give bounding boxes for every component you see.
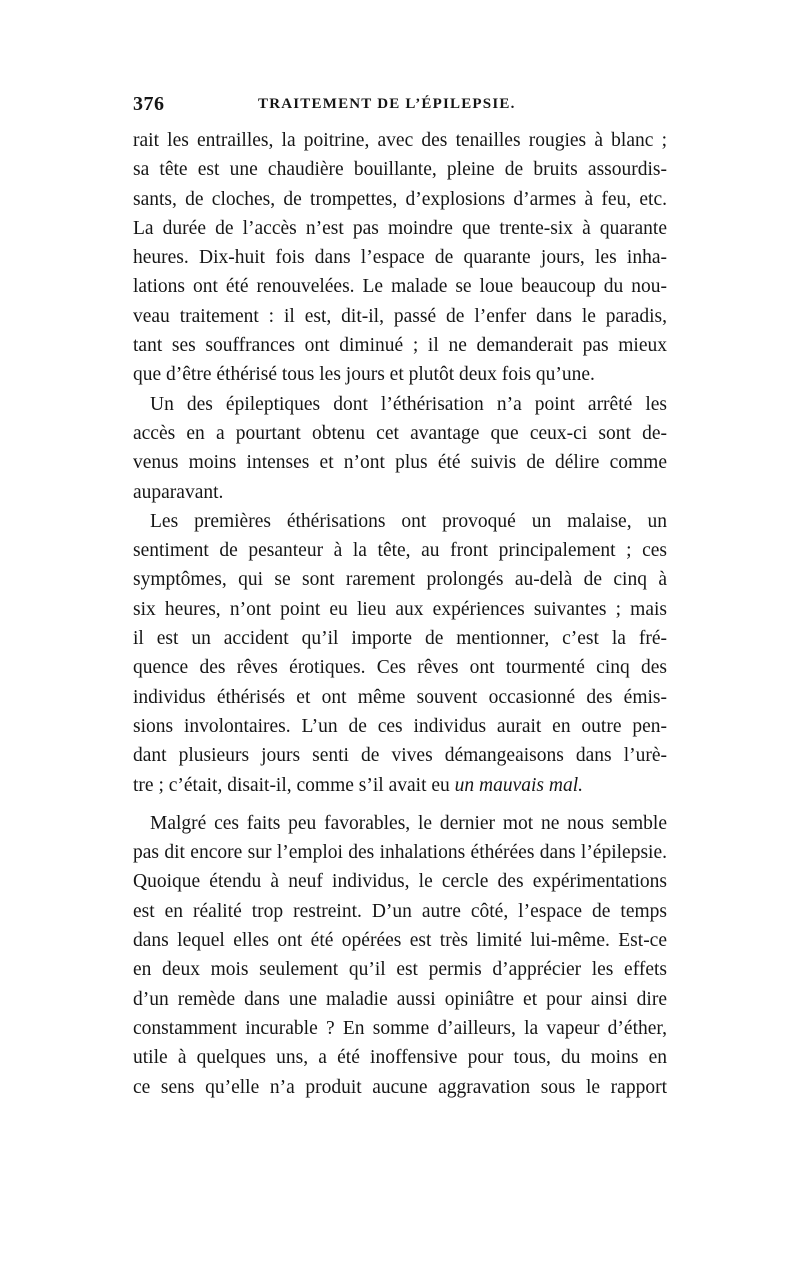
text-line: d’un remède dans une maladie aussi opiniâtre et pour ainsi dire — [133, 988, 667, 1010]
text-line: constamment incurable ? En somme d’ailleurs, la vapeur d’éther, — [133, 1017, 667, 1039]
text-line: rait les entrailles, la poitrine, avec des tenailles rougies à blanc ; — [133, 130, 667, 151]
text-line: que d’être éthérisé tous les jours et plutôt deux fois qu’une. — [133, 364, 595, 386]
text-line: Les premières éthérisations ont provoqué un malaise, un — [150, 510, 667, 532]
text-line: il est un accident qu’il importe de mentionner, c’est la fré- — [133, 628, 667, 650]
text-line: utile à quelques uns, a été inoffensive pour tous, du moins en — [133, 1047, 667, 1069]
text-line: sions involontaires. L’un de ces individus aurait en outre pen- — [133, 715, 667, 737]
text-line — [133, 771, 667, 800]
running-head — [133, 93, 667, 123]
text-line: lations ont été renouvelées. Le malade se loue beaucoup du nou- — [133, 276, 667, 298]
text-line: sentiment de pesanteur à la tête, au front principalement ; ces — [133, 540, 667, 562]
text-line: auparavant. — [133, 481, 224, 503]
paragraph — [133, 126, 667, 390]
text-line: Malgré ces faits peu favorables, le dernier mot ne nous semble — [150, 812, 667, 834]
text-line: est en réalité trop restreint. D’un autre côté, l’espace de temps — [133, 900, 667, 922]
text-line: dant plusieurs jours senti de vives démangeaisons dans l’urè- — [133, 745, 667, 767]
text-line: La durée de l’accès n’est pas moindre que trente-six à quarante — [133, 217, 667, 239]
paragraph — [133, 507, 667, 800]
text-line: six heures, n’ont point eu lieu aux expériences suivantes ; mais — [133, 598, 667, 620]
text-line-start: tre ; c’était, disait-il, comme s’il avait eu — [133, 774, 455, 796]
paragraph-gap — [133, 800, 667, 809]
text-line: symptômes, qui se sont rarement prolongés au-delà de cinq à — [133, 569, 667, 591]
paragraph — [133, 390, 667, 507]
text-line: dans lequel elles ont été opérées est très limité lui-même. Est-ce — [133, 930, 667, 952]
text-line: Quoique étendu à neuf individus, le cercle des expérimentations — [133, 871, 667, 893]
text-line: pas dit encore sur l’emploi des inhalations éthérées dans l’épilepsie. — [133, 842, 667, 864]
text-line: venus moins intenses et n’ont plus été suivis de délire comme — [133, 452, 667, 474]
text-line: sa tête est une chaudière bouillante, pleine de bruits assourdis- — [133, 159, 667, 181]
body-text — [133, 126, 667, 1102]
text-line: heures. Dix-huit fois dans l’espace de quarante jours, les inha- — [133, 247, 667, 269]
text-line: Un des épileptiques dont l’éthérisation n’a point arrêté les — [150, 393, 667, 415]
text-line: accès en a pourtant obtenu cet avantage que ceux-ci sont de- — [133, 422, 667, 444]
italic-phrase: un mauvais mal. — [454, 774, 584, 796]
text-line: veau traitement : il est, dit-il, passé de l’enfer dans le paradis, — [133, 305, 667, 327]
text-line: sants, de cloches, de trompettes, d’explosions d’armes à feu, etc. — [133, 188, 667, 210]
text-line: en deux mois seulement qu’il est permis d’apprécier les effets — [133, 959, 667, 981]
text-line: ce sens qu’elle n’a produit aucune aggravation sous le rapport — [133, 1076, 667, 1098]
text-line: tant ses souffrances ont diminué ; il ne demanderait pas mieux — [133, 335, 667, 357]
text-line: quence des rêves érotiques. Ces rêves ont tourmenté cinq des — [133, 657, 667, 679]
running-title: TRAITEMENT DE L’ÉPILEPSIE. — [258, 96, 516, 112]
paragraph — [133, 809, 667, 1102]
text-line: individus éthérisés et ont même souvent occasionné des émis- — [133, 686, 667, 708]
page-number: 376 — [133, 93, 165, 115]
